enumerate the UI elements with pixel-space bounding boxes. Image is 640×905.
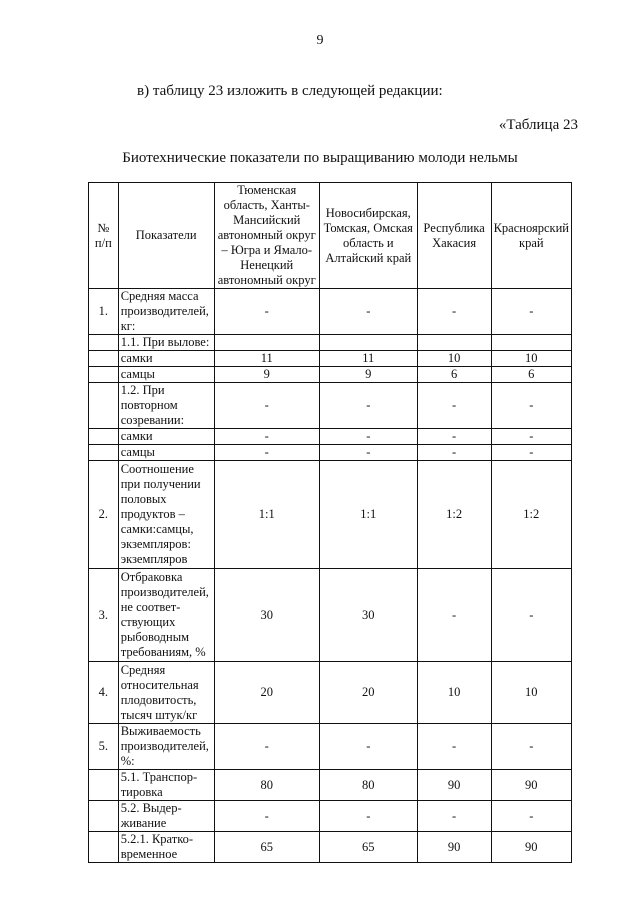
row-value: - xyxy=(214,445,319,461)
row-label: 5.2. Выдер-живание xyxy=(118,801,214,832)
row-value: - xyxy=(491,569,571,662)
row-value: 6 xyxy=(491,367,571,383)
row-value: - xyxy=(417,383,491,429)
row-label: Отбраковка производителей, не соответ-ствующих рыбоводным требованиям, % xyxy=(118,569,214,662)
header-region-novosibirsk: Новосибирская, Томская, Омская область и Алтайский край xyxy=(319,183,417,289)
row-value: 90 xyxy=(491,832,571,863)
row-value: 90 xyxy=(417,832,491,863)
row-value: 1:1 xyxy=(214,461,319,569)
table-row xyxy=(89,770,572,801)
row-value xyxy=(319,335,417,351)
table-row xyxy=(89,724,572,770)
row-number: 4. xyxy=(89,662,119,724)
row-number: 3. xyxy=(89,569,119,662)
row-label: Выживаемость производителей, %: xyxy=(118,724,214,770)
row-value: - xyxy=(319,289,417,335)
row-number xyxy=(89,445,119,461)
row-value: 80 xyxy=(319,770,417,801)
row-value: 90 xyxy=(491,770,571,801)
row-number: 5. xyxy=(89,724,119,770)
table-row xyxy=(89,461,572,569)
header-region-khakassia: Республика Хакасия xyxy=(417,183,491,289)
row-number xyxy=(89,429,119,445)
row-number: 1. xyxy=(89,289,119,335)
row-value: - xyxy=(214,429,319,445)
table-header-row xyxy=(89,183,572,289)
row-value: 10 xyxy=(491,351,571,367)
table-label: «Таблица 23 xyxy=(498,117,578,133)
row-value: 30 xyxy=(319,569,417,662)
row-value: - xyxy=(491,289,571,335)
row-label: Соотношение при получении половых продуктов – самки:самцы, экземпляров: экземпляров xyxy=(118,461,214,569)
table-row xyxy=(89,289,572,335)
row-value: 30 xyxy=(214,569,319,662)
header-region-tyumen: Тюменская область, Ханты-Мансийский автономный округ – Югра и Ямало-Ненецкий автономный округ xyxy=(214,183,319,289)
row-label: самки xyxy=(118,351,214,367)
row-value xyxy=(214,335,319,351)
row-value: - xyxy=(491,383,571,429)
row-value: - xyxy=(417,445,491,461)
row-value xyxy=(491,335,571,351)
row-value: - xyxy=(417,801,491,832)
header-num: № п/п xyxy=(89,183,119,289)
row-label: Средняя масса производителей, кг: xyxy=(118,289,214,335)
row-value: - xyxy=(491,724,571,770)
row-label: самцы xyxy=(118,445,214,461)
row-label: 5.2.1. Кратко-временное xyxy=(118,832,214,863)
table-row xyxy=(89,832,572,863)
row-value: - xyxy=(417,724,491,770)
row-value: - xyxy=(491,801,571,832)
row-value: 10 xyxy=(491,662,571,724)
row-value: - xyxy=(319,724,417,770)
row-label: 1.1. При вылове: xyxy=(118,335,214,351)
row-value: - xyxy=(214,724,319,770)
row-label: 1.2. При повторном созревании: xyxy=(118,383,214,429)
table-row xyxy=(89,662,572,724)
row-label: самцы xyxy=(118,367,214,383)
table-row xyxy=(89,335,572,351)
row-label: Средняя относительная плодовитость, тысяч штук/кг xyxy=(118,662,214,724)
row-number xyxy=(89,351,119,367)
row-value: 11 xyxy=(319,351,417,367)
row-value: 20 xyxy=(319,662,417,724)
header-region-krasnoyarsk: Красноярский край xyxy=(491,183,571,289)
table-row xyxy=(89,801,572,832)
row-value: 10 xyxy=(417,662,491,724)
row-label: 5.1. Транспор-тировка xyxy=(118,770,214,801)
row-value: - xyxy=(319,383,417,429)
row-number xyxy=(89,367,119,383)
row-value: 10 xyxy=(417,351,491,367)
table-row xyxy=(89,383,572,429)
row-value: - xyxy=(491,445,571,461)
intro-text: в) таблицу 23 изложить в следующей редакции: xyxy=(137,83,443,99)
row-value: 65 xyxy=(319,832,417,863)
page-number: 9 xyxy=(316,33,324,48)
row-number xyxy=(89,770,119,801)
row-value: - xyxy=(214,289,319,335)
table-row xyxy=(89,445,572,461)
row-value xyxy=(417,335,491,351)
row-value: 80 xyxy=(214,770,319,801)
row-number xyxy=(89,832,119,863)
row-value: 90 xyxy=(417,770,491,801)
row-value: 1:2 xyxy=(417,461,491,569)
row-value: - xyxy=(319,801,417,832)
row-value: - xyxy=(417,569,491,662)
row-value: 11 xyxy=(214,351,319,367)
row-number xyxy=(89,335,119,351)
row-value: 1:1 xyxy=(319,461,417,569)
row-value: 65 xyxy=(214,832,319,863)
row-number xyxy=(89,383,119,429)
header-indicator: Показатели xyxy=(118,183,214,289)
table-row xyxy=(89,367,572,383)
row-value: - xyxy=(417,429,491,445)
row-number: 2. xyxy=(89,461,119,569)
row-value: 1:2 xyxy=(491,461,571,569)
row-value: 9 xyxy=(319,367,417,383)
table-title: Биотехнические показатели по выращиванию молоди нельмы xyxy=(122,150,518,166)
row-label: самки xyxy=(118,429,214,445)
table-row xyxy=(89,569,572,662)
row-number xyxy=(89,801,119,832)
row-value: - xyxy=(214,801,319,832)
row-value: 9 xyxy=(214,367,319,383)
row-value: - xyxy=(491,429,571,445)
row-value: - xyxy=(214,383,319,429)
biotech-table xyxy=(88,182,572,863)
row-value: - xyxy=(319,429,417,445)
row-value: - xyxy=(319,445,417,461)
row-value: 20 xyxy=(214,662,319,724)
row-value: - xyxy=(417,289,491,335)
row-value: 6 xyxy=(417,367,491,383)
table-row xyxy=(89,429,572,445)
table-row xyxy=(89,351,572,367)
